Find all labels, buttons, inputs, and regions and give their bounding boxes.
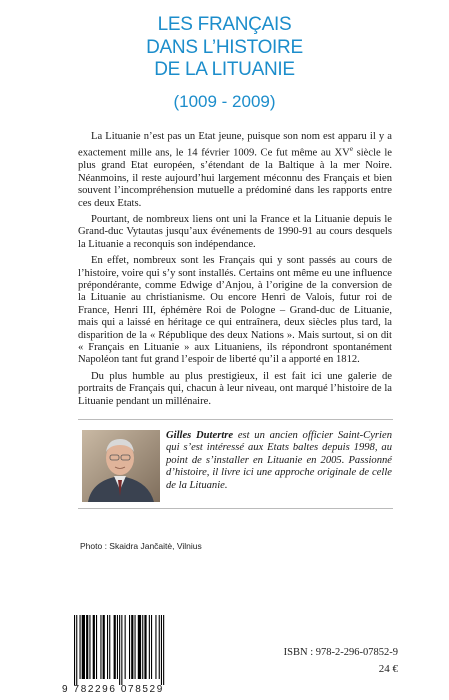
barcode-bar	[135, 615, 136, 679]
title-line-3: DE LA LITUANIE	[154, 59, 295, 80]
photo-credit: Photo : Skaidra Jančaitė, Vilnius	[80, 541, 202, 551]
barcode-bar	[119, 615, 120, 685]
barcode-bar	[89, 615, 90, 679]
superscript-e: e	[349, 145, 353, 154]
isbn: ISBN : 978-2-296-07852-9	[283, 647, 398, 658]
barcode-bar	[93, 615, 95, 679]
barcode-bar	[131, 615, 133, 679]
barcode-bar	[109, 615, 110, 679]
barcode-bar	[129, 615, 130, 679]
barcode-bar	[149, 615, 150, 679]
barcode-bar	[80, 615, 81, 679]
barcode-bar	[155, 615, 156, 679]
barcode-bar	[163, 615, 164, 685]
barcode-bar	[121, 615, 122, 685]
paragraph-2: Pourtant, de nombreux liens ont uni la France et la Lituanie depuis le Grand-duc Vytautas jusqu’aux événements de 1990-91 au cours desquels la Lituanie a reconquis son indépendance.	[78, 213, 392, 250]
author-bio-box	[78, 419, 393, 509]
barcode	[68, 615, 198, 685]
barcode-digits: 9 782296 078529	[62, 684, 164, 695]
author-bio: Gilles Dutertre est un ancien officier Saint-Cyrien qui s’est intéressé aux Etats baltes depuis 1998, au point de s’installer en Lituanie en 2005. Passionné d’histoire, il livre ici une approche originale de celle de la Lituanie.	[166, 430, 392, 491]
barcode-bar	[161, 615, 162, 685]
barcode-bar	[86, 615, 88, 679]
barcode-bar	[159, 615, 160, 679]
paragraph-3: En effet, nombreux sont les Français qui y sont passés au cours de l’histoire, voire qui s’y sont installés. Certains ont même eu une influence prépondérante, comme Edwige d’Anjou, à l’origine de la conversion de la Lituanie au christianisme. Ou encore Henri de Valois, futur roi de France, Henri III, éphémère Roi de Pologne – Grand-duc de Lituanie, mais qui a laissé en héritage ce qui entraînera, deux siècles plus tard, la disparition de la « République des deux Nations ». Mais surtout, si on dit « Français en Lituanie » aux Lituaniens, ils répondront spontanément Napoléon tant fut grand l’espoir de liberté qu’il a apporté en 1812.	[78, 255, 392, 366]
author-name: Gilles Dutertre	[166, 430, 234, 441]
barcode-bar	[74, 615, 75, 685]
paragraph-1: La Lituanie n’est pas un Etat jeune, puisque son nom est apparu il y a exactement mille ans, le 14 février 1009. Ce fut même au XVe siècle le plus grand Etat européen, s’étendant de la Baltique à la mer Noire. Néanmoins, il reste aujourd’hui largement méconnu des Français et bien souvent l’incompréhension mutuelle a prédominé dans les rapports entre ces deux Etats.	[78, 131, 392, 209]
title-line-2: DANS L’HISTOIRE	[146, 36, 303, 58]
barcode-bar	[103, 615, 105, 679]
barcode-bar	[144, 615, 146, 679]
barcode-bar	[82, 615, 85, 679]
back-cover-text	[78, 131, 392, 412]
title-dates: (1009 - 2009)	[173, 92, 276, 111]
title-line-1: LES FRANÇAIS	[157, 14, 292, 35]
price: 24 €	[378, 663, 398, 675]
barcode-bar	[107, 615, 108, 679]
book-title	[0, 14, 449, 82]
barcode-bar	[76, 615, 77, 685]
author-portrait	[82, 430, 160, 502]
barcode-bar	[142, 615, 143, 679]
barcode-bar	[125, 615, 126, 679]
barcode-bar	[100, 615, 101, 679]
barcode-bar	[114, 615, 116, 679]
barcode-bar	[117, 615, 118, 679]
barcode-bar	[96, 615, 97, 679]
barcode-bar	[138, 615, 141, 679]
barcode-bar	[151, 615, 152, 679]
paragraph-4: Du plus humble au plus prestigieux, il est fait ici une galerie de portraits de Français qui, chacun à leur niveau, ont marqué l’histoire de la Lituanie pendant un millénaire.	[78, 370, 392, 407]
